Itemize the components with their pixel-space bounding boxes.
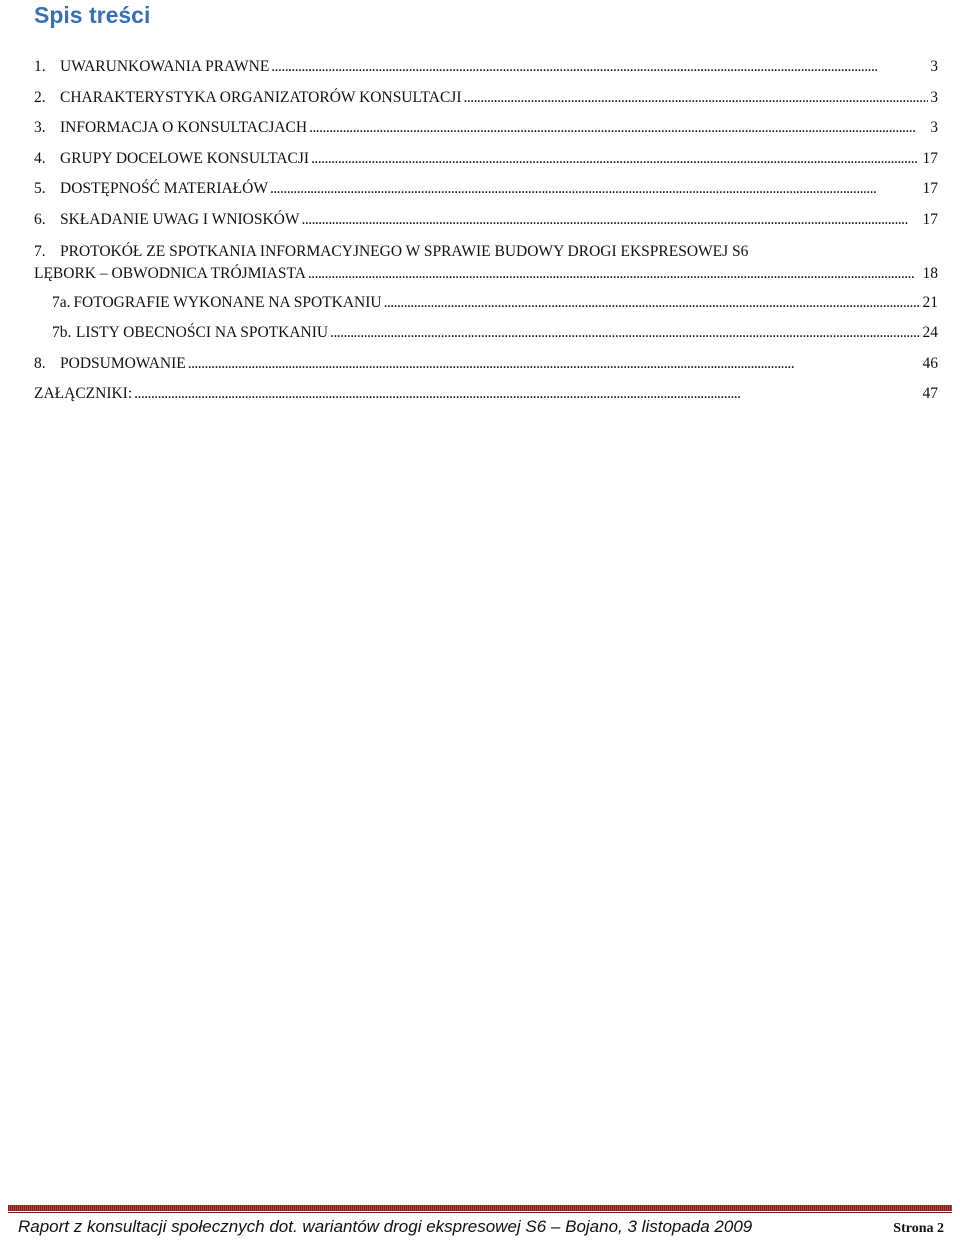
toc-entry-page: 17 (922, 210, 938, 228)
toc-entry-number: 7a. (52, 293, 71, 311)
toc-entry-7b[interactable] (34, 318, 938, 349)
toc-entry-label: INFORMACJA O KONSULTACJACH (60, 119, 308, 137)
toc-entry-number: 1. (34, 58, 46, 75)
toc-entry-label: PROTOKÓŁ ZE SPOTKANIA INFORMACYJNEGO W SPRAWIE BUDOWY DROGI EKSPRESOWEJ S6 (60, 242, 749, 260)
page-title: Spis treści (34, 2, 151, 28)
toc-entry-line (34, 263, 938, 285)
toc-entry-page: 3 (930, 88, 938, 106)
toc-leader-dots (308, 263, 921, 285)
toc-entry-attachments[interactable] (34, 379, 938, 410)
toc-entry-label-continued: LĘBORK – OBWODNICA TRÓJMIASTA (34, 264, 306, 282)
footer-divider (8, 1205, 952, 1211)
toc-entry-number: 8. (34, 354, 46, 372)
toc-entry-7a[interactable] (34, 288, 938, 319)
toc-entry-5[interactable] (34, 174, 938, 205)
toc-entry-label: DOSTĘPNOŚĆ MATERIAŁÓW (60, 180, 268, 198)
toc-leader-dots (188, 349, 921, 380)
toc-entry-label: PODSUMOWANIE (60, 354, 186, 372)
footer-divider-thin (8, 1212, 952, 1213)
toc-entry-number: 6. (34, 210, 46, 228)
toc-entry-page: 21 (922, 293, 938, 311)
footer-page-number: Strona 2 (893, 1221, 944, 1236)
toc-leader-dots (330, 318, 920, 349)
toc-entry-6[interactable] (34, 205, 938, 236)
toc-leader-dots (134, 379, 920, 410)
toc-entry-number: 3. (34, 119, 46, 137)
toc-entry-number: 7. (34, 242, 46, 260)
toc-entry-page: 24 (922, 324, 938, 342)
toc-entry-4[interactable] (34, 144, 938, 175)
toc-entry-label: FOTOGRAFIE WYKONANE NA SPOTKANIU (73, 293, 382, 311)
toc-leader-dots (464, 83, 929, 114)
toc-entry-page: 46 (922, 354, 938, 372)
toc-leader-dots (384, 288, 921, 319)
toc-entry-label: ZAŁĄCZNIKI: (34, 385, 133, 403)
toc-leader-dots (309, 113, 928, 144)
toc-leader-dots (271, 52, 928, 83)
toc-entry-page: 17 (922, 180, 938, 198)
toc-entry-number: 4. (34, 149, 46, 167)
toc-entry-label: SKŁADANIE UWAG I WNIOSKÓW (60, 210, 300, 228)
toc-entry-label: LISTY OBECNOŚCI NA SPOTKANIU (75, 324, 329, 342)
toc-entry-page: 17 (922, 149, 938, 167)
toc-entry-3[interactable] (34, 113, 938, 144)
toc-entry-number: 7b. (52, 324, 72, 342)
toc-entry-page: 3 (930, 119, 938, 137)
toc-entry-7[interactable] (34, 236, 938, 288)
toc-entry-number: 5. (34, 180, 46, 198)
toc-entry-label: UWARUNKOWANIA PRAWNE (60, 58, 270, 75)
toc-entry-2[interactable] (34, 83, 938, 114)
toc-entry-line (34, 241, 938, 263)
toc-entry-page: 3 (930, 58, 938, 75)
toc-leader-dots (311, 144, 920, 175)
toc-leader-dots (302, 205, 921, 236)
toc-entry-page: 47 (922, 385, 938, 403)
toc-leader-dots (270, 174, 921, 205)
toc-entry-page: 18 (922, 264, 938, 282)
toc-entry-8[interactable] (34, 349, 938, 380)
toc-entry-number: 2. (34, 88, 46, 106)
toc-entry-label: CHARAKTERYSTYKA ORGANIZATORÓW KONSULTACJI (60, 88, 462, 106)
toc-entry-1[interactable] (34, 52, 938, 83)
table-of-contents (34, 52, 938, 410)
toc-entry-label: GRUPY DOCELOWE KONSULTACJI (60, 149, 310, 167)
footer-report-title: Raport z konsultacji społecznych dot. wariantów drogi ekspresowej S6 – Bojano, 3 listopada 2009 (18, 1217, 753, 1236)
